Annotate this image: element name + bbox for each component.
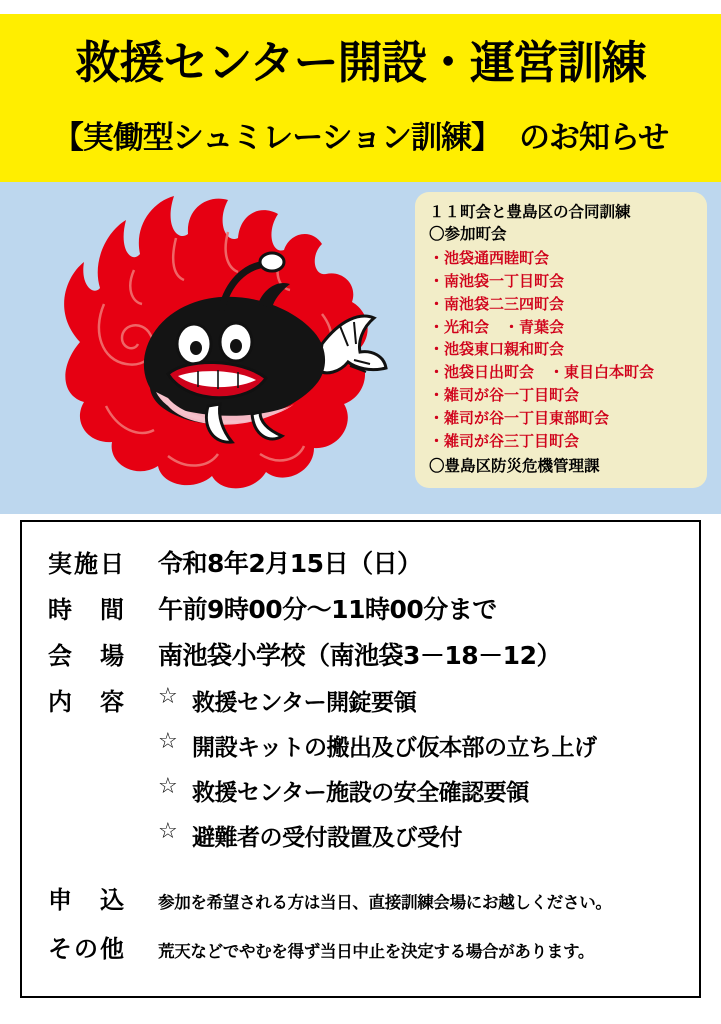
detail-value: 令和8年2月15日（日）	[158, 549, 422, 578]
content-text: 救援センター施設の安全確認要領	[192, 780, 529, 806]
list-item: ・池袋東口親和町会	[429, 340, 565, 359]
star-icon: ☆	[158, 819, 178, 844]
detail-label: 内 容	[48, 688, 126, 716]
details-box	[20, 520, 701, 998]
participants-info-box	[415, 192, 707, 488]
detail-note: 荒天などでやむを得ず当日中止を決定する場合があります。	[158, 942, 595, 961]
list-item: ・雑司が谷一丁目東部町会	[429, 408, 610, 427]
detail-label: その他	[48, 935, 126, 963]
content-item	[158, 819, 597, 852]
detail-row-time	[48, 590, 681, 626]
detail-row-content	[48, 682, 681, 864]
content-item	[158, 729, 597, 762]
page-subtitle-tail: のお知らせ	[519, 120, 669, 156]
detail-note: 参加を希望される方は当日、直接訓練会場にお越しください。	[158, 893, 612, 912]
star-icon: ☆	[158, 729, 178, 754]
detail-label: 実施日	[48, 550, 126, 578]
detail-value: 南池袋小学校（南池袋3－18－12）	[158, 641, 561, 670]
illustration-area	[0, 182, 721, 514]
star-icon: ☆	[158, 684, 178, 709]
page-subtitle	[0, 112, 721, 157]
content-text: 救援センター開錠要領	[192, 690, 417, 716]
info-heading: １１町会と豊島区の合同訓練	[429, 203, 631, 221]
content-item	[158, 774, 597, 807]
page-title: 救援センター開設・運営訓練	[75, 36, 646, 89]
detail-row-venue	[48, 636, 681, 672]
detail-value: 午前9時00分〜11時00分まで	[158, 595, 497, 624]
participants-label: 〇参加町会	[429, 224, 507, 243]
detail-label: 申 込	[48, 886, 126, 914]
content-list	[158, 684, 597, 864]
list-item: ・南池袋一丁目町会	[429, 271, 565, 290]
participants-list	[429, 247, 699, 452]
content-text: 避難者の受付設置及び受付	[192, 825, 462, 851]
page-subtitle-bracket: 【実働型シュミレーション訓練】	[52, 120, 502, 156]
detail-row-date	[48, 544, 681, 580]
organizer-label: 〇豊島区防災危機管理課	[429, 457, 600, 476]
flame-and-whale-illustration	[22, 192, 422, 512]
detail-label: 会 場	[48, 642, 126, 670]
list-item: ・雑司が谷一丁目町会	[429, 385, 580, 404]
detail-label: 時 間	[48, 596, 126, 624]
list-item: ・雑司が谷三丁目町会	[429, 431, 580, 450]
list-item: ・池袋通西睦町会	[429, 249, 550, 268]
content-text: 開設キットの搬出及び仮本部の立ち上げ	[192, 735, 597, 761]
list-item: ・池袋日出町会 ・東目白本町会	[429, 363, 655, 382]
star-icon: ☆	[158, 774, 178, 799]
detail-row-apply	[48, 880, 681, 915]
list-item: ・南池袋二三四町会	[429, 294, 565, 313]
list-item: ・光和会 ・青葉会	[429, 317, 565, 336]
content-item	[158, 684, 597, 717]
detail-row-other	[48, 929, 681, 964]
